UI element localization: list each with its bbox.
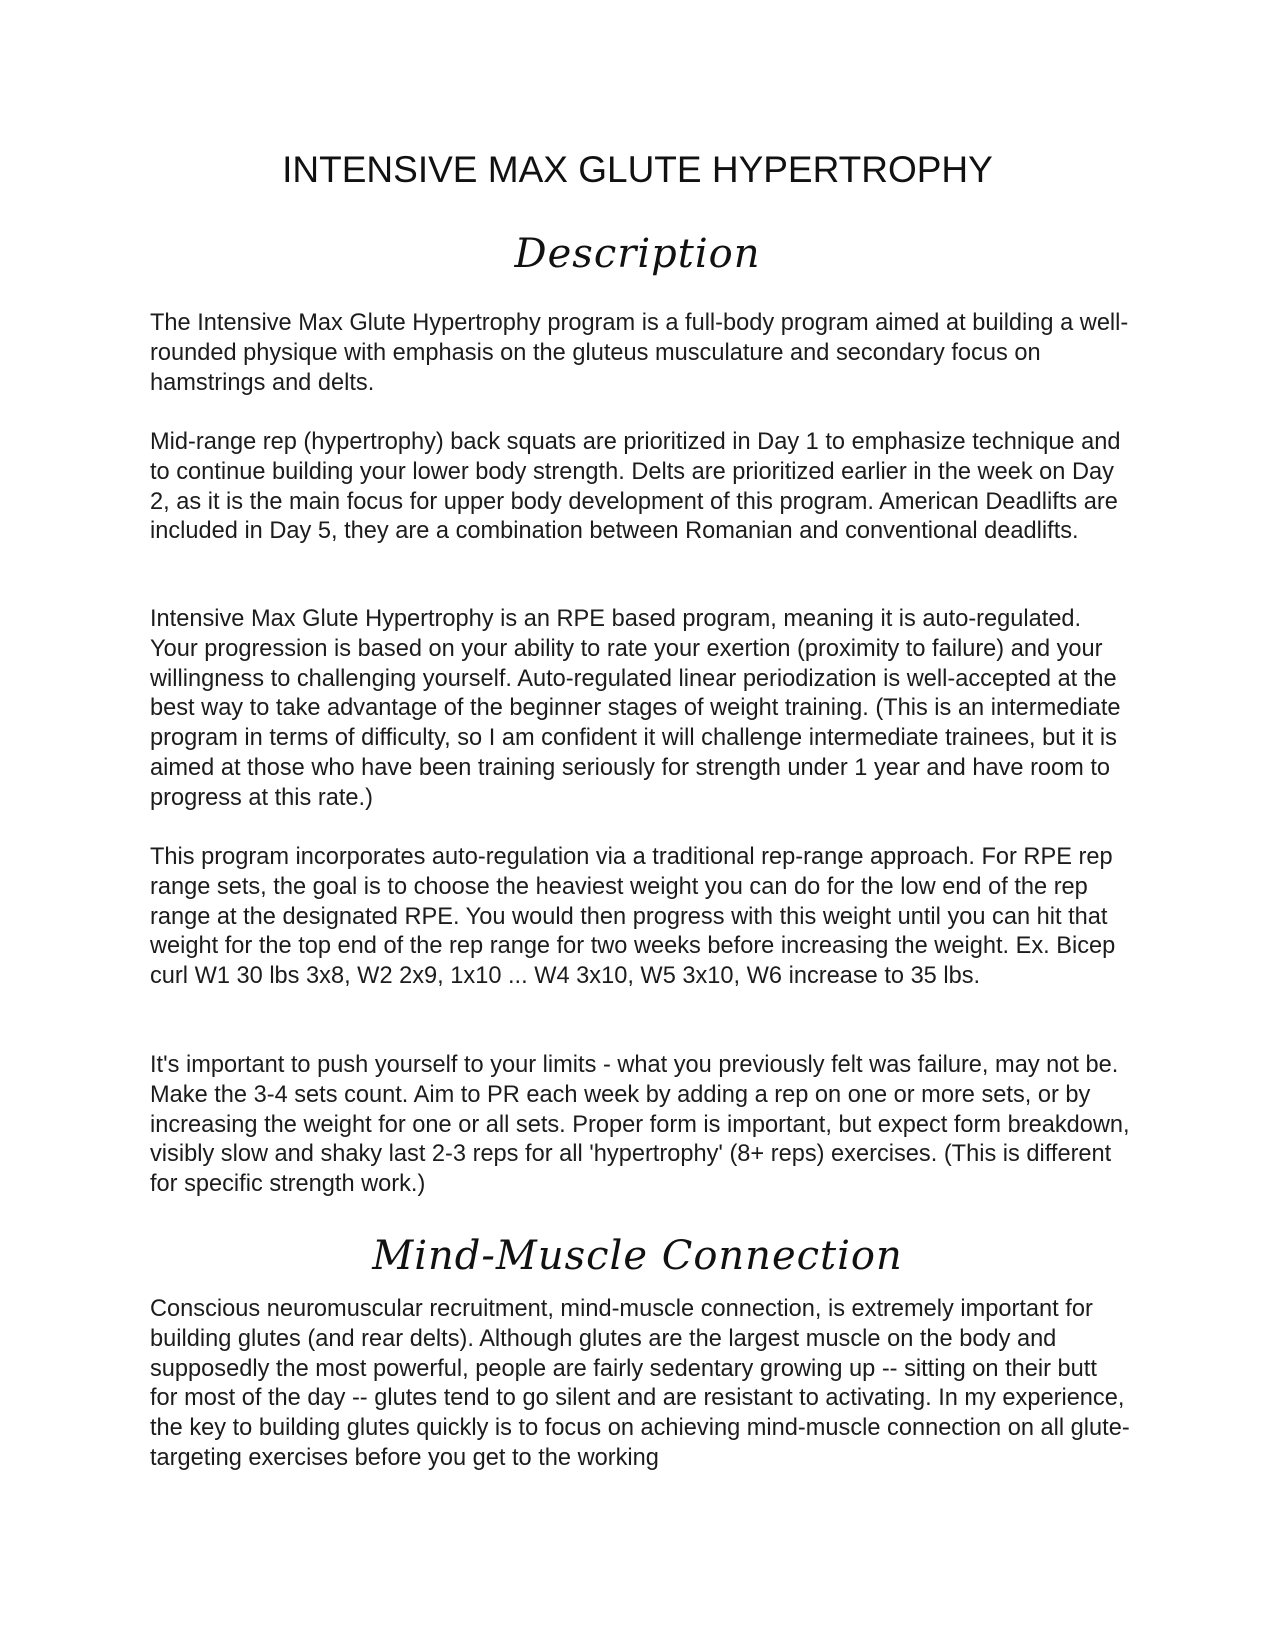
section-heading-mind-muscle-connection: Mind-Muscle Connection (372, 1233, 903, 1279)
description-paragraph: Intensive Max Glute Hypertrophy is an RPE based program, meaning it is auto-regulated. Your progression is based on your ability to rate your exertion (proximity to failure) and your willingness to challenging yourself. Auto-regulated linear periodization is well-accepted at the best way to take advantage of the beginner stages of weight training. (This is an intermediate program in terms of difficulty, so I am confident it will challenge intermediate trainees, but it is aimed at those who have been training seriously for strength under 1 year and have room to progress at this rate.) (150, 606, 1121, 811)
description-paragraph: Mid-range rep (hypertrophy) back squats are prioritized in Day 1 to emphasize technique and to continue building your lower body strength. Delts are prioritized earlier in the week on Day 2, as it is the main focus for upper body development of this program. American Deadlifts are included in Day 5, they are a combination between Romanian and conventional deadlifts. (150, 429, 1121, 545)
document-title: INTENSIVE MAX GLUTE HYPERTROPHY (282, 149, 993, 190)
description-paragraph: It's important to push yourself to your limits - what you previously felt was failure, may not be. Make the 3-4 sets count. Aim to PR each week by adding a rep on one or more sets, or by increasing the weight for one or all sets. Proper form is important, but expect form breakdown, visibly slow and shaky last 2-3 reps for all 'hypertrophy' (8+ reps) exercises. (This is different for specific strength work.) (150, 1052, 1130, 1198)
description-paragraph: The Intensive Max Glute Hypertrophy program is a full-body program aimed at building a well-rounded physique with emphasis on the gluteus musculature and secondary focus on hamstrings and delts. (150, 310, 1129, 396)
description-paragraph: This program incorporates auto-regulation via a traditional rep-range approach. For RPE rep range sets, the goal is to choose the heaviest weight you can do for the low end of the rep range at the designated RPE. You would then progress with this weight until you can hit that weight for the top end of the rep range for two weeks before increasing the weight. Ex. Bicep curl W1 30 lbs 3x8, W2 2x9, 1x10 ... W4 3x10, W5 3x10, W6 increase to 35 lbs. (150, 844, 1116, 990)
mind-muscle-paragraph: Conscious neuromuscular recruitment, mind-muscle connection, is extremely important for building glutes (and rear delts). Although glutes are the largest muscle on the body and supposedly the most powerful, people are fairly sedentary growing up -- sitting on their butt for most of the day -- glutes tend to go silent and are resistant to activating. In my experience, the key to building glutes quickly is to focus on achieving mind-muscle connection on all glute-targeting exercises before you get to the working (150, 1296, 1130, 1471)
section-heading-description: Description (514, 231, 761, 277)
